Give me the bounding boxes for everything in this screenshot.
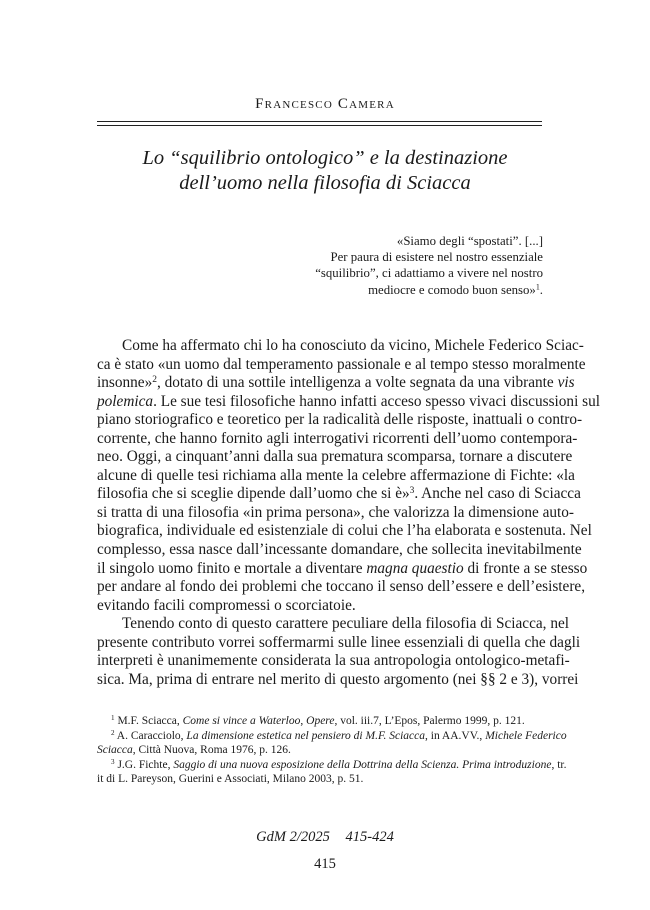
footnote-text: J.G. Fichte, [114, 758, 174, 771]
header-rule-bottom [97, 125, 542, 126]
body-line: sica. Ma, prima di entrare nel merito di questo argomento (nei §§ 2 e 3), vorrei [97, 670, 579, 688]
footnote-text: , Città Nuova, Roma 1976, p. 126. [132, 744, 291, 756]
body-line: neo. Oggi, a cinquant’anni dalla sua prematura scomparsa, tornare a discutere [97, 448, 573, 466]
body-text-segment: . Le sue tesi filosofiche hanno infatti acceso spesso vivaci discussioni sul [153, 392, 600, 410]
body-text-segment: insonne» [97, 374, 153, 392]
footnote-text: M.F. Sciacca, [114, 715, 183, 727]
running-head-author: Francesco Camera [255, 96, 395, 112]
body-line: piano storiografico e teoretico per la radicalità delle risposte, inattuali o contro- [97, 411, 583, 429]
header-rule-top [97, 121, 542, 122]
footnote-number: 1 [111, 714, 115, 723]
epigraph [223, 233, 543, 298]
body-line: per andare al fondo dei problemi che toccano il senso dell’essere e dell’esistere, [97, 578, 586, 596]
footnote-text: , [300, 715, 307, 727]
body-line [97, 374, 575, 393]
footnote-2-cont [97, 743, 544, 758]
footnote-3 [97, 757, 567, 773]
body-text-segment: , dotato di una sottile intelligenza a volte segnata da una vibrante [156, 374, 558, 392]
body-text-segment: il singolo uomo finito e mortale a diventare [97, 559, 367, 577]
body-line [97, 559, 588, 579]
body-line [97, 485, 581, 504]
italic-term: vis [557, 374, 575, 392]
article-page-range: 415-424 [345, 829, 394, 845]
body-text-segment: di fronte a se stesso [463, 559, 588, 577]
body-line [97, 392, 600, 412]
footnote-ref-3: 3 [409, 486, 415, 497]
footnote-italic: Come si vince a Waterloo [182, 715, 301, 727]
epigraph-line: “squilibrio”, ci adattiamo a vivere nel nostro [315, 266, 543, 281]
footnote-text: , tr. [551, 758, 567, 771]
body-line: si tratta di una filosofia «in prima persona», che valorizza la dimensione auto- [97, 503, 575, 521]
footnote-italic: Opere [306, 715, 335, 727]
footnote-3-cont: it di L. Pareyson, Guerini e Associati, Milano 2003, p. 51. [97, 773, 364, 785]
footnote-ref-2: 2 [152, 374, 157, 385]
epigraph-line [223, 282, 543, 298]
footnote-italic: Michele Federico [485, 729, 567, 742]
page-number: 415 [314, 856, 336, 872]
footnote-2 [97, 728, 567, 744]
footnote-italic: Saggio di una nuova esposizione della Dottrina della Scienza. Prima introduzione [173, 758, 552, 771]
journal-footer [0, 829, 650, 846]
body-text [97, 337, 600, 689]
body-text-segment: filosofia che si sceglie dipende dall’uomo che si è» [97, 485, 410, 503]
footnote-text: A. Caracciolo, [114, 729, 187, 742]
title-line: Lo “squilibrio ontologico” e la destinazione [142, 147, 508, 169]
footnote-italic: La dimensione estetica nel pensiero di M.F. Sciacca [186, 729, 425, 742]
epigraph-line: Per paura di esistere nel nostro essenziale [330, 250, 543, 265]
italic-term: magna quaestio [366, 559, 464, 577]
epigraph-trail: . [539, 282, 543, 297]
epigraph-line: «Siamo degli “spostati”. [...] [396, 234, 543, 248]
body-line: ca è stato «un uomo dal temperamento passionale e al tempo stesso moralmente [97, 355, 586, 373]
footnote-text: , vol. iii.7, L’Epos, Palermo 1999, p. 121. [334, 715, 525, 727]
body-line: presente contributo vorrei soffermarmi sulle linee essenziali di quella che dagli [97, 633, 581, 651]
body-line: alcune di quelle tesi richiama alla mente la celebre affermazione di Fichte: «la [97, 466, 575, 484]
footnote-text: , in AA.VV., [425, 729, 486, 742]
footnote-ref-1: 1 [535, 282, 540, 292]
body-line: biografica, individuale ed esistenziale di colui che l’ha elaborata e sostenuta. Nel [97, 522, 592, 540]
title-line: dell’uomo nella filosofia di Sciacca [179, 172, 471, 194]
body-line: evitando facili compromessi o scorciatoie. [97, 596, 356, 614]
body-line: Come ha affermato chi lo ha conosciuto da vicino, Michele Federico Sciac- [122, 337, 584, 354]
journal-issue: GdM 2/2025 [256, 829, 330, 845]
body-line: complesso, essa nasce dall’incessante domandare, che sollecita inevitabilmente [97, 541, 582, 559]
italic-term: polemica [97, 392, 154, 410]
footnotes [97, 714, 567, 787]
footnote-number: 3 [111, 757, 115, 766]
body-line: Tenendo conto di questo carattere peculiare della filosofia di Sciacca, nel [122, 615, 570, 633]
footnote-number: 2 [111, 728, 115, 737]
body-line: corrente, che hanno fornito agli interrogativi ricorrenti dell’uomo contempora- [97, 429, 578, 447]
epigraph-text: mediocre e comodo buon senso» [368, 282, 536, 297]
article-title [80, 146, 570, 196]
body-text-segment: . Anche nel caso di Sciacca [414, 485, 581, 503]
footnote-1 [97, 714, 544, 729]
body-line: interpreti è unanimemente considerata la sua antropologia ontologico-metafi- [97, 652, 570, 670]
footnote-italic: Sciacca [97, 744, 133, 756]
